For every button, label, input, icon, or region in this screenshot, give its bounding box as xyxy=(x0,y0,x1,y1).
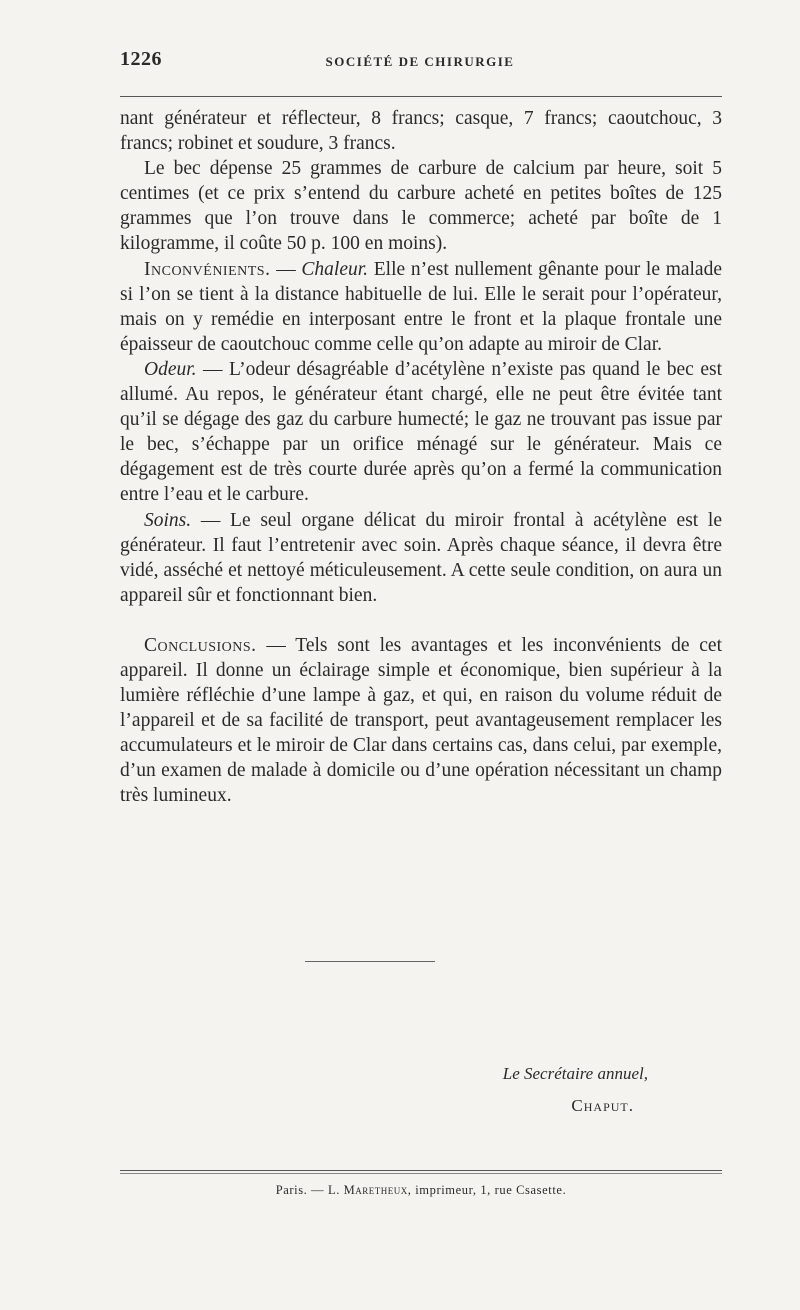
paragraph-gap xyxy=(120,608,722,633)
header-rule xyxy=(120,96,722,97)
paragraph-cost xyxy=(120,106,722,156)
page-header xyxy=(120,48,720,78)
printer-name: Maretheux xyxy=(343,1183,408,1197)
topic-soins: Soins. xyxy=(144,509,192,531)
paragraph-conclusions xyxy=(120,633,722,809)
dash: — xyxy=(270,258,302,280)
running-head: SOCIÉTÉ DE CHIRURGIE xyxy=(325,54,515,69)
paragraph-soins-text: — Le seul organe délicat du miroir frontal à acétylène est le générateur. Il faut l’entretenir avec soin. Après chaque séance, il devra être vidé, asséché et nettoyé méticuleusement. A cette seule condition, on aura un appareil sûr et fonctionnant bien. xyxy=(120,509,722,606)
page-number: 1226 xyxy=(120,48,162,70)
paragraph-inconvenients xyxy=(120,257,722,357)
section-label-conclusions: Conclusions. xyxy=(144,634,257,656)
paragraph-consumption-text: Le bec dépense 25 grammes de carbure de calcium par heure, soit 5 centimes (et ce prix s’entend du carbure acheté en petites boîtes de 125 grammes que l’on trouve dans le commerce; acheté par boîte de 1 kilogramme, il coûte 50 p. 100 en moins). xyxy=(120,158,722,255)
paragraph-cost-text: nant générateur et réflecteur, 8 francs; casque, 7 francs; caoutchouc, 3 francs; robinet et soudure, 3 francs. xyxy=(120,108,722,155)
paragraph-consumption xyxy=(120,156,722,256)
topic-chaleur: Chaleur. xyxy=(301,258,369,280)
paragraph-odeur-text: — L’odeur désagréable d’acétylène n’existe pas quand le bec est allumé. Au repos, le générateur étant chargé, elle ne peut être évitée tant qu’il se dégage des gaz du carbure humecté; le gaz ne trouvant pas issue par le bec, s’échappe par un orifice ménagé sur le générateur. Mais ce dégagement est de très courte durée après qu’on a fermé la communication entre l’eau et le carbure. xyxy=(120,358,722,506)
printer-imprint xyxy=(120,1183,722,1198)
footer-rule-secondary xyxy=(120,1173,722,1174)
paragraph-conclusions-text: — Tels sont les avantages et les inconvénients de cet appareil. Il donne un éclairage simple et économique, bien supérieur à la lumière réfléchie d’une lampe à gaz, et qui, en raison du volume réduit de l’appareil et de sa facilité de transport, peut avantageusement remplacer les accumulateurs et le miroir de Clar dans certains cas, dans celui, par exemple, d’un examen de malade à domicile ou d’une opération nécessitant un champ très lumineux. xyxy=(120,634,722,807)
paragraph-chaleur-text: Elle n’est nullement gênante pour le malade si l’on se tient à la distance habituelle de lui. Elle le serait pour l’opérateur, mais on y remédie en interposant entre le front et la plaque frontale une épaisseur de caoutchouc comme celle qu’on adapte au miroir de Clar. xyxy=(120,258,722,355)
body-text xyxy=(120,106,722,809)
signature-title: Le Secrétaire annuel, xyxy=(502,1064,648,1083)
imprint-suffix: , imprimeur, 1, rue Csasette. xyxy=(407,1183,567,1197)
topic-odeur: Odeur. xyxy=(144,358,197,380)
end-rule xyxy=(305,961,435,962)
footer-rule xyxy=(120,1170,722,1171)
paragraph-soins xyxy=(120,508,722,608)
section-label-inconvenients: Inconvénients. xyxy=(144,258,271,280)
paragraph-odeur xyxy=(120,357,722,508)
imprint-prefix: Paris. — L. xyxy=(275,1183,344,1197)
signature-name: Chaput. xyxy=(571,1096,634,1115)
